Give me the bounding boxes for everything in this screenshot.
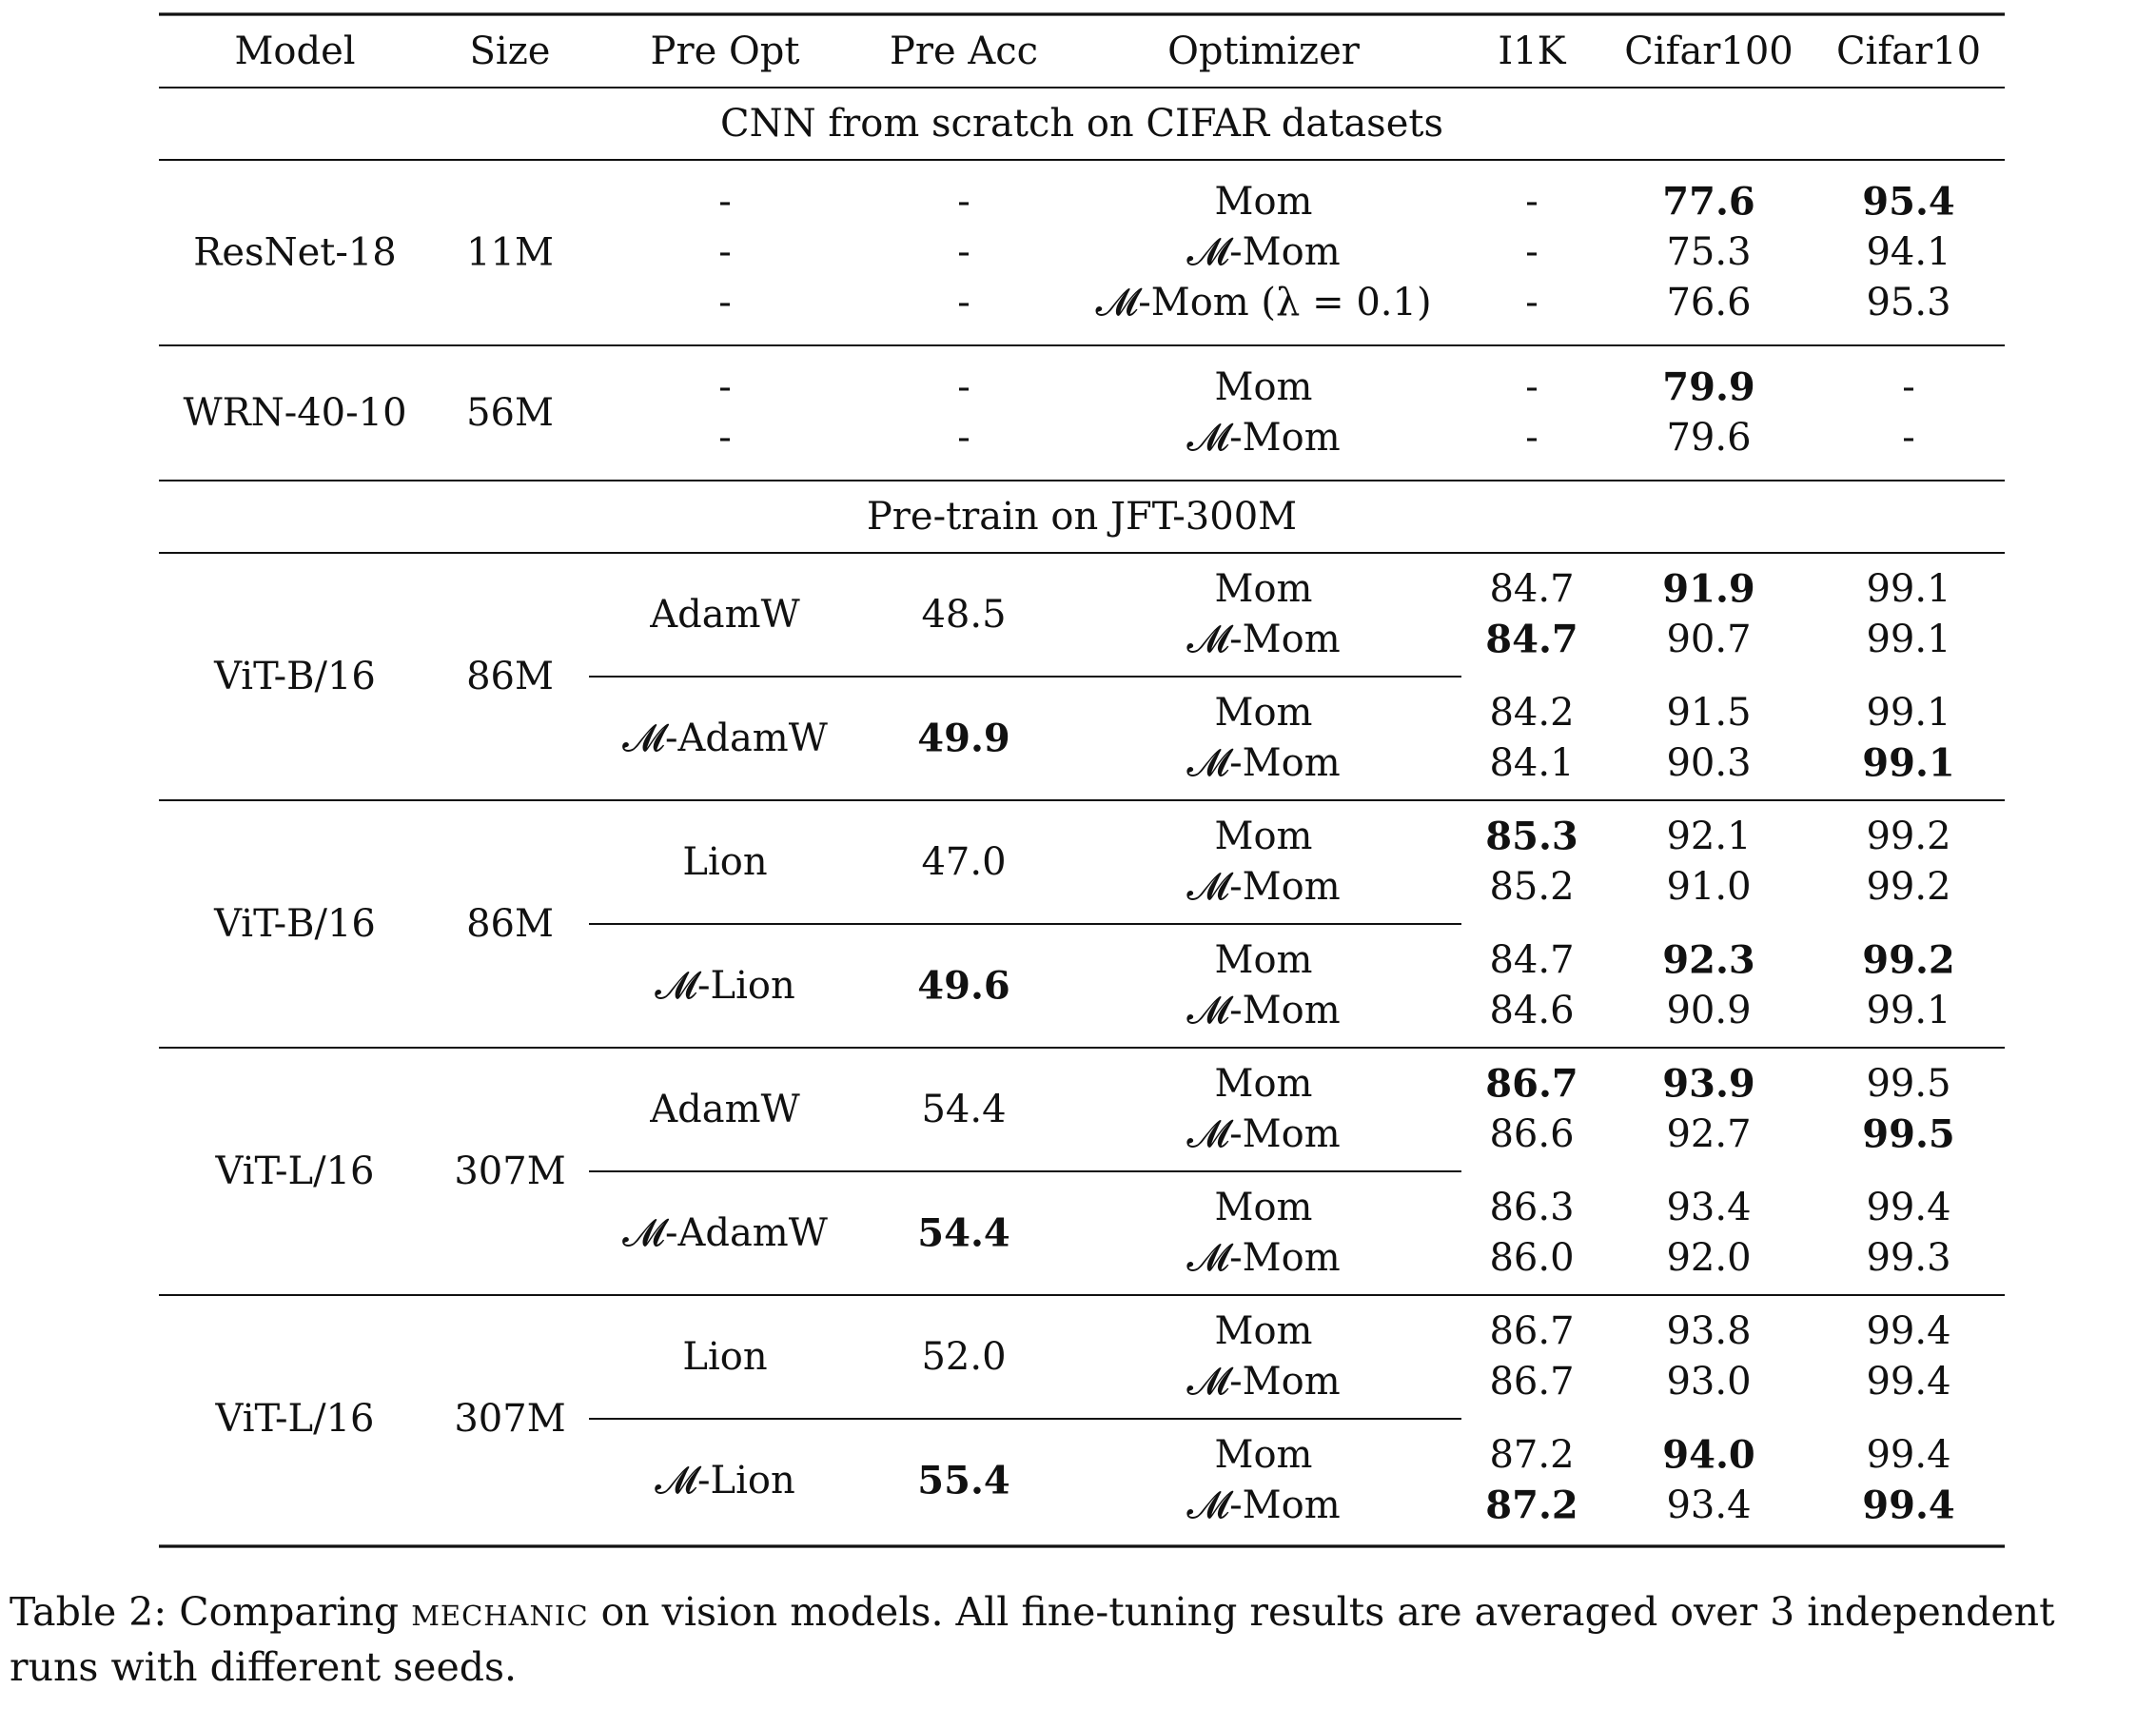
cifar100-cell: 90.3 bbox=[1666, 741, 1752, 785]
cifar10-cell: 99.4 bbox=[1866, 1309, 1951, 1353]
optimizer-cell: Mom bbox=[1214, 815, 1313, 858]
optimizer-cell: 𝓜-Mom bbox=[1186, 1112, 1341, 1156]
pre-opt-cell: 𝓜-Lion bbox=[655, 1459, 795, 1503]
optimizer-cell: 𝓜-Mom bbox=[1186, 230, 1341, 274]
cifar100-cell: 75.3 bbox=[1666, 230, 1752, 274]
optimizer-cell: 𝓜-Mom bbox=[1186, 416, 1341, 460]
caption-method-name: mechanic bbox=[411, 1589, 589, 1635]
model-cell: WRN-40-10 bbox=[183, 391, 407, 435]
pre-opt-cell: AdamW bbox=[650, 1088, 800, 1131]
cifar10-cell: 99.1 bbox=[1866, 691, 1951, 735]
cifar10-cell: 99.1 bbox=[1866, 567, 1951, 611]
cifar10-cell: 99.2 bbox=[1862, 937, 1955, 983]
pre-acc-cell: - bbox=[957, 365, 970, 409]
cifar10-cell: - bbox=[1902, 365, 1915, 409]
section-title: Pre-train on JFT-300M bbox=[866, 495, 1298, 539]
cifar10-cell: - bbox=[1902, 416, 1915, 460]
cifar100-cell: 93.0 bbox=[1666, 1360, 1752, 1404]
pre-opt-cell: 𝓜-AdamW bbox=[622, 717, 828, 760]
size-cell: 86M bbox=[466, 655, 554, 698]
i1k-cell: - bbox=[1525, 281, 1539, 324]
cifar100-cell: 93.4 bbox=[1666, 1483, 1752, 1527]
optimizer-cell: Mom bbox=[1214, 1062, 1313, 1106]
cifar100-cell: 79.6 bbox=[1666, 416, 1752, 460]
cifar10-cell: 99.1 bbox=[1866, 989, 1951, 1032]
header-i1k: I1K bbox=[1498, 29, 1566, 73]
size-cell: 56M bbox=[466, 391, 554, 435]
model-cell: ViT-B/16 bbox=[214, 902, 376, 946]
pre-opt-cell: - bbox=[718, 281, 732, 324]
i1k-cell: 86.6 bbox=[1489, 1112, 1575, 1156]
cifar10-cell: 99.2 bbox=[1866, 865, 1951, 909]
pre-acc-cell: 48.5 bbox=[921, 593, 1007, 637]
i1k-cell: 84.7 bbox=[1489, 567, 1575, 611]
cifar100-cell: 90.9 bbox=[1666, 989, 1752, 1032]
cifar100-cell: 91.9 bbox=[1662, 566, 1755, 612]
i1k-cell: 86.0 bbox=[1489, 1236, 1575, 1280]
pre-acc-cell: - bbox=[957, 180, 970, 224]
pre-opt-cell: - bbox=[718, 180, 732, 224]
cifar100-cell: 77.6 bbox=[1662, 179, 1755, 225]
i1k-cell: - bbox=[1525, 365, 1539, 409]
optimizer-cell: Mom bbox=[1214, 691, 1313, 735]
optimizer-cell: Mom bbox=[1214, 1186, 1313, 1229]
cifar100-cell: 91.5 bbox=[1666, 691, 1752, 735]
optimizer-cell: Mom bbox=[1214, 567, 1313, 611]
i1k-cell: 84.1 bbox=[1489, 741, 1575, 785]
pre-acc-cell: - bbox=[957, 230, 970, 274]
pre-opt-cell: Lion bbox=[682, 840, 768, 884]
i1k-cell: 84.7 bbox=[1489, 938, 1575, 982]
cifar10-cell: 99.4 bbox=[1866, 1433, 1951, 1477]
cifar10-cell: 99.4 bbox=[1866, 1360, 1951, 1404]
optimizer-cell: 𝓜-Mom bbox=[1186, 1483, 1341, 1527]
header-optimizer: Optimizer bbox=[1167, 29, 1360, 73]
optimizer-cell: Mom bbox=[1214, 180, 1313, 224]
section-title: CNN from scratch on CIFAR datasets bbox=[720, 102, 1443, 146]
size-cell: 307M bbox=[454, 1397, 566, 1441]
cifar100-cell: 91.0 bbox=[1666, 865, 1752, 909]
pre-opt-cell: Lion bbox=[682, 1335, 768, 1379]
cifar100-cell: 94.0 bbox=[1662, 1432, 1755, 1478]
optimizer-cell: 𝓜-Mom bbox=[1186, 1236, 1341, 1280]
cifar100-cell: 92.3 bbox=[1662, 937, 1755, 983]
optimizer-cell: 𝓜-Mom (λ = 0.1) bbox=[1095, 281, 1432, 324]
pre-opt-cell: - bbox=[718, 416, 732, 460]
caption-suffix: on vision models. All fine-tuning results are averaged over 3 independent runs with different seeds. bbox=[10, 1589, 2055, 1690]
cifar100-cell: 93.8 bbox=[1666, 1309, 1752, 1353]
i1k-cell: 87.2 bbox=[1485, 1483, 1578, 1528]
size-cell: 307M bbox=[454, 1149, 566, 1193]
optimizer-cell: Mom bbox=[1214, 365, 1313, 409]
header-pre-acc: Pre Acc bbox=[889, 29, 1039, 73]
table-caption bbox=[10, 1584, 2150, 1695]
cifar10-cell: 95.3 bbox=[1866, 281, 1951, 324]
pre-opt-cell: - bbox=[718, 365, 732, 409]
size-cell: 86M bbox=[466, 902, 554, 946]
i1k-cell: 84.7 bbox=[1485, 617, 1578, 662]
header-cifar10: Cifar10 bbox=[1835, 29, 1982, 73]
cifar100-cell: 92.1 bbox=[1666, 815, 1752, 858]
i1k-cell: 84.6 bbox=[1489, 989, 1575, 1032]
optimizer-cell: 𝓜-Mom bbox=[1186, 741, 1341, 785]
pre-acc-cell: 49.9 bbox=[917, 716, 1010, 761]
pre-opt-cell: - bbox=[718, 230, 732, 274]
cifar10-cell: 99.5 bbox=[1862, 1111, 1955, 1157]
i1k-cell: 87.2 bbox=[1489, 1433, 1575, 1477]
pre-opt-cell: AdamW bbox=[650, 593, 800, 637]
optimizer-cell: 𝓜-Mom bbox=[1186, 989, 1341, 1032]
cifar100-cell: 92.7 bbox=[1666, 1112, 1752, 1156]
cifar10-cell: 94.1 bbox=[1866, 230, 1951, 274]
cifar10-cell: 99.2 bbox=[1866, 815, 1951, 858]
cifar100-cell: 90.7 bbox=[1666, 618, 1752, 661]
pre-acc-cell: 54.4 bbox=[917, 1210, 1010, 1256]
cifar100-cell: 79.9 bbox=[1662, 364, 1755, 410]
size-cell: 11M bbox=[466, 230, 554, 275]
i1k-cell: - bbox=[1525, 230, 1539, 274]
header-cifar100: Cifar100 bbox=[1624, 29, 1793, 73]
cifar10-cell: 95.4 bbox=[1862, 179, 1955, 225]
model-cell: ViT-B/16 bbox=[214, 655, 376, 698]
optimizer-cell: 𝓜-Mom bbox=[1186, 1360, 1341, 1404]
cifar100-cell: 76.6 bbox=[1666, 281, 1752, 324]
model-cell: ViT-L/16 bbox=[215, 1149, 375, 1193]
i1k-cell: 86.7 bbox=[1489, 1309, 1575, 1353]
pre-acc-cell: 49.6 bbox=[917, 963, 1010, 1009]
header-pre-opt: Pre Opt bbox=[650, 29, 800, 73]
caption-prefix: Table 2: Comparing bbox=[10, 1589, 412, 1635]
cifar10-cell: 99.5 bbox=[1866, 1062, 1951, 1106]
i1k-cell: - bbox=[1525, 180, 1539, 224]
cifar10-cell: 99.1 bbox=[1866, 618, 1951, 661]
pre-acc-cell: 55.4 bbox=[917, 1458, 1010, 1503]
pre-acc-cell: - bbox=[957, 416, 970, 460]
i1k-cell: 84.2 bbox=[1489, 691, 1575, 735]
cifar100-cell: 92.0 bbox=[1666, 1236, 1752, 1280]
i1k-cell: 86.7 bbox=[1485, 1061, 1578, 1107]
optimizer-cell: 𝓜-Mom bbox=[1186, 618, 1341, 661]
cifar10-cell: 99.4 bbox=[1862, 1483, 1955, 1528]
i1k-cell: 86.7 bbox=[1489, 1360, 1575, 1404]
pre-opt-cell: 𝓜-AdamW bbox=[622, 1211, 828, 1255]
cifar10-cell: 99.1 bbox=[1862, 740, 1955, 786]
cifar10-cell: 99.4 bbox=[1866, 1186, 1951, 1229]
cifar100-cell: 93.9 bbox=[1662, 1061, 1755, 1107]
optimizer-cell: Mom bbox=[1214, 1433, 1313, 1477]
optimizer-cell: Mom bbox=[1214, 1309, 1313, 1353]
i1k-cell: 85.2 bbox=[1489, 865, 1575, 909]
cifar100-cell: 93.4 bbox=[1666, 1186, 1752, 1229]
pre-acc-cell: 54.4 bbox=[921, 1088, 1007, 1131]
header-model: Model bbox=[234, 29, 356, 73]
cifar10-cell: 99.3 bbox=[1866, 1236, 1951, 1280]
optimizer-cell: Mom bbox=[1214, 938, 1313, 982]
optimizer-cell: 𝓜-Mom bbox=[1186, 865, 1341, 909]
model-cell: ResNet-18 bbox=[193, 230, 397, 275]
i1k-cell: - bbox=[1525, 416, 1539, 460]
pre-opt-cell: 𝓜-Lion bbox=[655, 964, 795, 1008]
i1k-cell: 85.3 bbox=[1485, 814, 1578, 859]
model-cell: ViT-L/16 bbox=[215, 1397, 375, 1441]
pre-acc-cell: 52.0 bbox=[921, 1335, 1007, 1379]
header-size: Size bbox=[469, 29, 551, 73]
pre-acc-cell: - bbox=[957, 281, 970, 324]
i1k-cell: 86.3 bbox=[1489, 1186, 1575, 1229]
pre-acc-cell: 47.0 bbox=[921, 840, 1007, 884]
